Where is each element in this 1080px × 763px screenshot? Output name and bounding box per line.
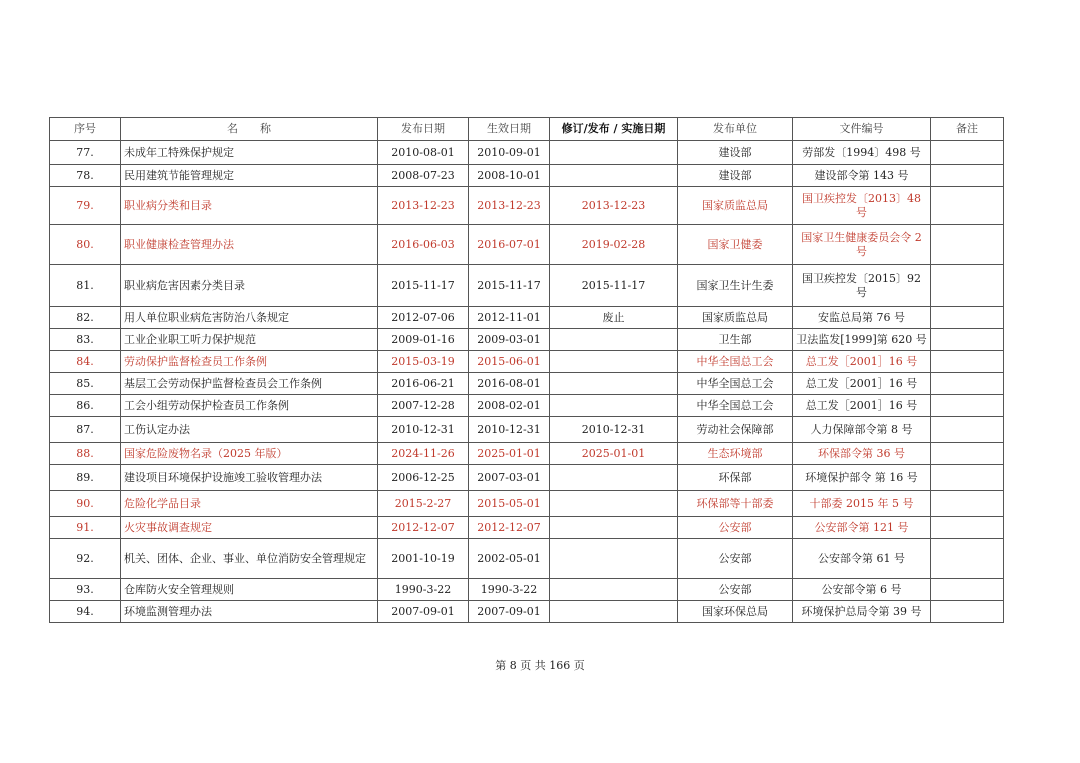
row-remarks bbox=[931, 307, 1004, 329]
row-revision-date bbox=[550, 601, 678, 623]
row-issuing-org: 公安部 bbox=[678, 539, 793, 579]
table-body bbox=[50, 141, 1004, 623]
row-index: 94. bbox=[50, 601, 121, 623]
row-index: 90. bbox=[50, 491, 121, 517]
row-issuing-org: 国家卫健委 bbox=[678, 225, 793, 265]
row-document-number: 公安部令第 61 号 bbox=[793, 539, 931, 579]
header-effective-date: 生效日期 bbox=[469, 118, 550, 141]
row-publish-date: 2009-01-16 bbox=[378, 329, 469, 351]
row-revision-date: 2025-01-01 bbox=[550, 443, 678, 465]
row-effective-date: 2009-03-01 bbox=[469, 329, 550, 351]
row-index: 93. bbox=[50, 579, 121, 601]
row-effective-date: 2010-09-01 bbox=[469, 141, 550, 165]
row-document-number: 总工发［2001］16 号 bbox=[793, 373, 931, 395]
row-document-number: 环保部令第 36 号 bbox=[793, 443, 931, 465]
row-index: 87. bbox=[50, 417, 121, 443]
row-effective-date: 2012-12-07 bbox=[469, 517, 550, 539]
row-effective-date: 2015-11-17 bbox=[469, 265, 550, 307]
row-issuing-org: 中华全国总工会 bbox=[678, 351, 793, 373]
row-effective-date: 2007-03-01 bbox=[469, 465, 550, 491]
row-issuing-org: 建设部 bbox=[678, 165, 793, 187]
row-publish-date: 2012-07-06 bbox=[378, 307, 469, 329]
row-name: 职业病危害因素分类目录 bbox=[121, 265, 378, 307]
row-index: 79. bbox=[50, 187, 121, 225]
row-issuing-org: 卫生部 bbox=[678, 329, 793, 351]
row-issuing-org: 劳动社会保障部 bbox=[678, 417, 793, 443]
row-remarks bbox=[931, 443, 1004, 465]
row-name: 未成年工特殊保护规定 bbox=[121, 141, 378, 165]
row-document-number: 建设部令第 143 号 bbox=[793, 165, 931, 187]
row-revision-date bbox=[550, 579, 678, 601]
row-publish-date: 2015-11-17 bbox=[378, 265, 469, 307]
row-revision-date: 2015-11-17 bbox=[550, 265, 678, 307]
row-index: 86. bbox=[50, 395, 121, 417]
row-remarks bbox=[931, 265, 1004, 307]
row-name: 环境监测管理办法 bbox=[121, 601, 378, 623]
row-index: 89. bbox=[50, 465, 121, 491]
row-name: 劳动保护监督检查员工作条例 bbox=[121, 351, 378, 373]
page-footer: 第 8 页 共 166 页 bbox=[495, 659, 585, 672]
row-issuing-org: 环保部 bbox=[678, 465, 793, 491]
row-remarks bbox=[931, 491, 1004, 517]
row-document-number: 环境保护部令 第 16 号 bbox=[793, 465, 931, 491]
row-index: 78. bbox=[50, 165, 121, 187]
table-row bbox=[50, 443, 1004, 465]
row-effective-date: 2013-12-23 bbox=[469, 187, 550, 225]
header-document-number: 文件编号 bbox=[793, 118, 931, 141]
row-index: 77. bbox=[50, 141, 121, 165]
row-remarks bbox=[931, 465, 1004, 491]
row-name: 工伤认定办法 bbox=[121, 417, 378, 443]
row-document-number: 国家卫生健康委员会令 2 号 bbox=[793, 225, 931, 265]
row-revision-date bbox=[550, 539, 678, 579]
row-publish-date: 2016-06-21 bbox=[378, 373, 469, 395]
table-row bbox=[50, 141, 1004, 165]
row-publish-date: 2024-11-26 bbox=[378, 443, 469, 465]
header-index: 序号 bbox=[50, 118, 121, 141]
row-document-number: 总工发［2001］16 号 bbox=[793, 395, 931, 417]
row-remarks bbox=[931, 517, 1004, 539]
row-document-number: 总工发［2001］16 号 bbox=[793, 351, 931, 373]
row-document-number: 国卫疾控发〔2013〕48 号 bbox=[793, 187, 931, 225]
row-publish-date: 2007-12-28 bbox=[378, 395, 469, 417]
row-revision-date bbox=[550, 373, 678, 395]
row-publish-date: 2013-12-23 bbox=[378, 187, 469, 225]
header-remarks: 备注 bbox=[931, 118, 1004, 141]
row-document-number: 公安部令第 6 号 bbox=[793, 579, 931, 601]
table-row bbox=[50, 601, 1004, 623]
row-issuing-org: 中华全国总工会 bbox=[678, 373, 793, 395]
row-index: 81. bbox=[50, 265, 121, 307]
row-revision-date bbox=[550, 491, 678, 517]
row-index: 83. bbox=[50, 329, 121, 351]
row-publish-date: 2001-10-19 bbox=[378, 539, 469, 579]
row-publish-date: 2015-2-27 bbox=[378, 491, 469, 517]
row-effective-date: 2025-01-01 bbox=[469, 443, 550, 465]
row-remarks bbox=[931, 601, 1004, 623]
row-index: 85. bbox=[50, 373, 121, 395]
row-remarks bbox=[931, 395, 1004, 417]
row-name: 火灾事故调查规定 bbox=[121, 517, 378, 539]
header-publish-date: 发布日期 bbox=[378, 118, 469, 141]
row-effective-date: 2008-02-01 bbox=[469, 395, 550, 417]
row-remarks bbox=[931, 539, 1004, 579]
row-remarks bbox=[931, 141, 1004, 165]
row-document-number: 环境保护总局令第 39 号 bbox=[793, 601, 931, 623]
row-index: 80. bbox=[50, 225, 121, 265]
row-remarks bbox=[931, 187, 1004, 225]
table-header-row bbox=[50, 118, 1004, 141]
table-row bbox=[50, 465, 1004, 491]
row-revision-date bbox=[550, 395, 678, 417]
row-document-number: 十部委 2015 年 5 号 bbox=[793, 491, 931, 517]
row-effective-date: 2015-06-01 bbox=[469, 351, 550, 373]
row-publish-date: 2006-12-25 bbox=[378, 465, 469, 491]
row-name: 用人单位职业病危害防治八条规定 bbox=[121, 307, 378, 329]
row-effective-date: 2016-08-01 bbox=[469, 373, 550, 395]
row-revision-date bbox=[550, 165, 678, 187]
row-revision-date bbox=[550, 351, 678, 373]
row-effective-date: 2007-09-01 bbox=[469, 601, 550, 623]
table-row bbox=[50, 351, 1004, 373]
row-issuing-org: 公安部 bbox=[678, 579, 793, 601]
row-publish-date: 2007-09-01 bbox=[378, 601, 469, 623]
row-name: 职业健康检查管理办法 bbox=[121, 225, 378, 265]
row-document-number: 安监总局第 76 号 bbox=[793, 307, 931, 329]
table-row bbox=[50, 517, 1004, 539]
row-remarks bbox=[931, 165, 1004, 187]
row-name: 工业企业职工听力保护规范 bbox=[121, 329, 378, 351]
header-issuing-org: 发布单位 bbox=[678, 118, 793, 141]
row-effective-date: 2002-05-01 bbox=[469, 539, 550, 579]
table-row bbox=[50, 265, 1004, 307]
row-issuing-org: 中华全国总工会 bbox=[678, 395, 793, 417]
row-issuing-org: 环保部等十部委 bbox=[678, 491, 793, 517]
row-publish-date: 2010-12-31 bbox=[378, 417, 469, 443]
row-revision-date: 2010-12-31 bbox=[550, 417, 678, 443]
row-revision-date bbox=[550, 517, 678, 539]
row-document-number: 国卫疾控发〔2015〕92 号 bbox=[793, 265, 931, 307]
row-remarks bbox=[931, 225, 1004, 265]
row-index: 91. bbox=[50, 517, 121, 539]
row-remarks bbox=[931, 417, 1004, 443]
row-index: 88. bbox=[50, 443, 121, 465]
row-effective-date: 2008-10-01 bbox=[469, 165, 550, 187]
row-remarks bbox=[931, 579, 1004, 601]
table-row bbox=[50, 579, 1004, 601]
row-remarks bbox=[931, 329, 1004, 351]
row-effective-date: 2010-12-31 bbox=[469, 417, 550, 443]
table-row bbox=[50, 373, 1004, 395]
row-effective-date: 1990-3-22 bbox=[469, 579, 550, 601]
row-revision-date: 废止 bbox=[550, 307, 678, 329]
row-publish-date: 2016-06-03 bbox=[378, 225, 469, 265]
table-row bbox=[50, 165, 1004, 187]
row-revision-date bbox=[550, 465, 678, 491]
row-issuing-org: 公安部 bbox=[678, 517, 793, 539]
row-publish-date: 2015-03-19 bbox=[378, 351, 469, 373]
row-index: 84. bbox=[50, 351, 121, 373]
row-name: 职业病分类和目录 bbox=[121, 187, 378, 225]
row-name: 基层工会劳动保护监督检查员会工作条例 bbox=[121, 373, 378, 395]
row-document-number: 公安部令第 121 号 bbox=[793, 517, 931, 539]
row-issuing-org: 国家质监总局 bbox=[678, 307, 793, 329]
table-row bbox=[50, 307, 1004, 329]
regulations-table bbox=[49, 117, 1004, 623]
row-name: 危险化学品目录 bbox=[121, 491, 378, 517]
row-publish-date: 2012-12-07 bbox=[378, 517, 469, 539]
row-document-number: 劳部发〔1994〕498 号 bbox=[793, 141, 931, 165]
row-remarks bbox=[931, 373, 1004, 395]
row-index: 92. bbox=[50, 539, 121, 579]
row-name: 机关、团体、企业、事业、单位消防安全管理规定 bbox=[121, 539, 378, 579]
table-row bbox=[50, 187, 1004, 225]
row-name: 民用建筑节能管理规定 bbox=[121, 165, 378, 187]
header-name: 名 称 bbox=[121, 118, 378, 141]
row-document-number: 人力保障部令第 8 号 bbox=[793, 417, 931, 443]
table-row bbox=[50, 395, 1004, 417]
row-effective-date: 2012-11-01 bbox=[469, 307, 550, 329]
row-name: 工会小组劳动保护检查员工作条例 bbox=[121, 395, 378, 417]
row-issuing-org: 国家卫生计生委 bbox=[678, 265, 793, 307]
row-publish-date: 2010-08-01 bbox=[378, 141, 469, 165]
table-row bbox=[50, 417, 1004, 443]
row-revision-date bbox=[550, 329, 678, 351]
row-publish-date: 2008-07-23 bbox=[378, 165, 469, 187]
row-effective-date: 2016-07-01 bbox=[469, 225, 550, 265]
row-name: 国家危险废物名录（2025 年版） bbox=[121, 443, 378, 465]
row-revision-date: 2019-02-28 bbox=[550, 225, 678, 265]
table-row bbox=[50, 491, 1004, 517]
row-remarks bbox=[931, 351, 1004, 373]
row-revision-date: 2013-12-23 bbox=[550, 187, 678, 225]
table-row bbox=[50, 539, 1004, 579]
row-issuing-org: 国家环保总局 bbox=[678, 601, 793, 623]
table-row bbox=[50, 225, 1004, 265]
row-issuing-org: 生态环境部 bbox=[678, 443, 793, 465]
row-document-number: 卫法监发[1999]第 620 号 bbox=[793, 329, 931, 351]
row-publish-date: 1990-3-22 bbox=[378, 579, 469, 601]
row-effective-date: 2015-05-01 bbox=[469, 491, 550, 517]
header-revision-date: 修订/发布 / 实施日期 bbox=[550, 118, 678, 141]
row-revision-date bbox=[550, 141, 678, 165]
row-issuing-org: 国家质监总局 bbox=[678, 187, 793, 225]
row-name: 建设项目环境保护设施竣工验收管理办法 bbox=[121, 465, 378, 491]
row-name: 仓库防火安全管理规则 bbox=[121, 579, 378, 601]
row-index: 82. bbox=[50, 307, 121, 329]
table-row bbox=[50, 329, 1004, 351]
row-issuing-org: 建设部 bbox=[678, 141, 793, 165]
